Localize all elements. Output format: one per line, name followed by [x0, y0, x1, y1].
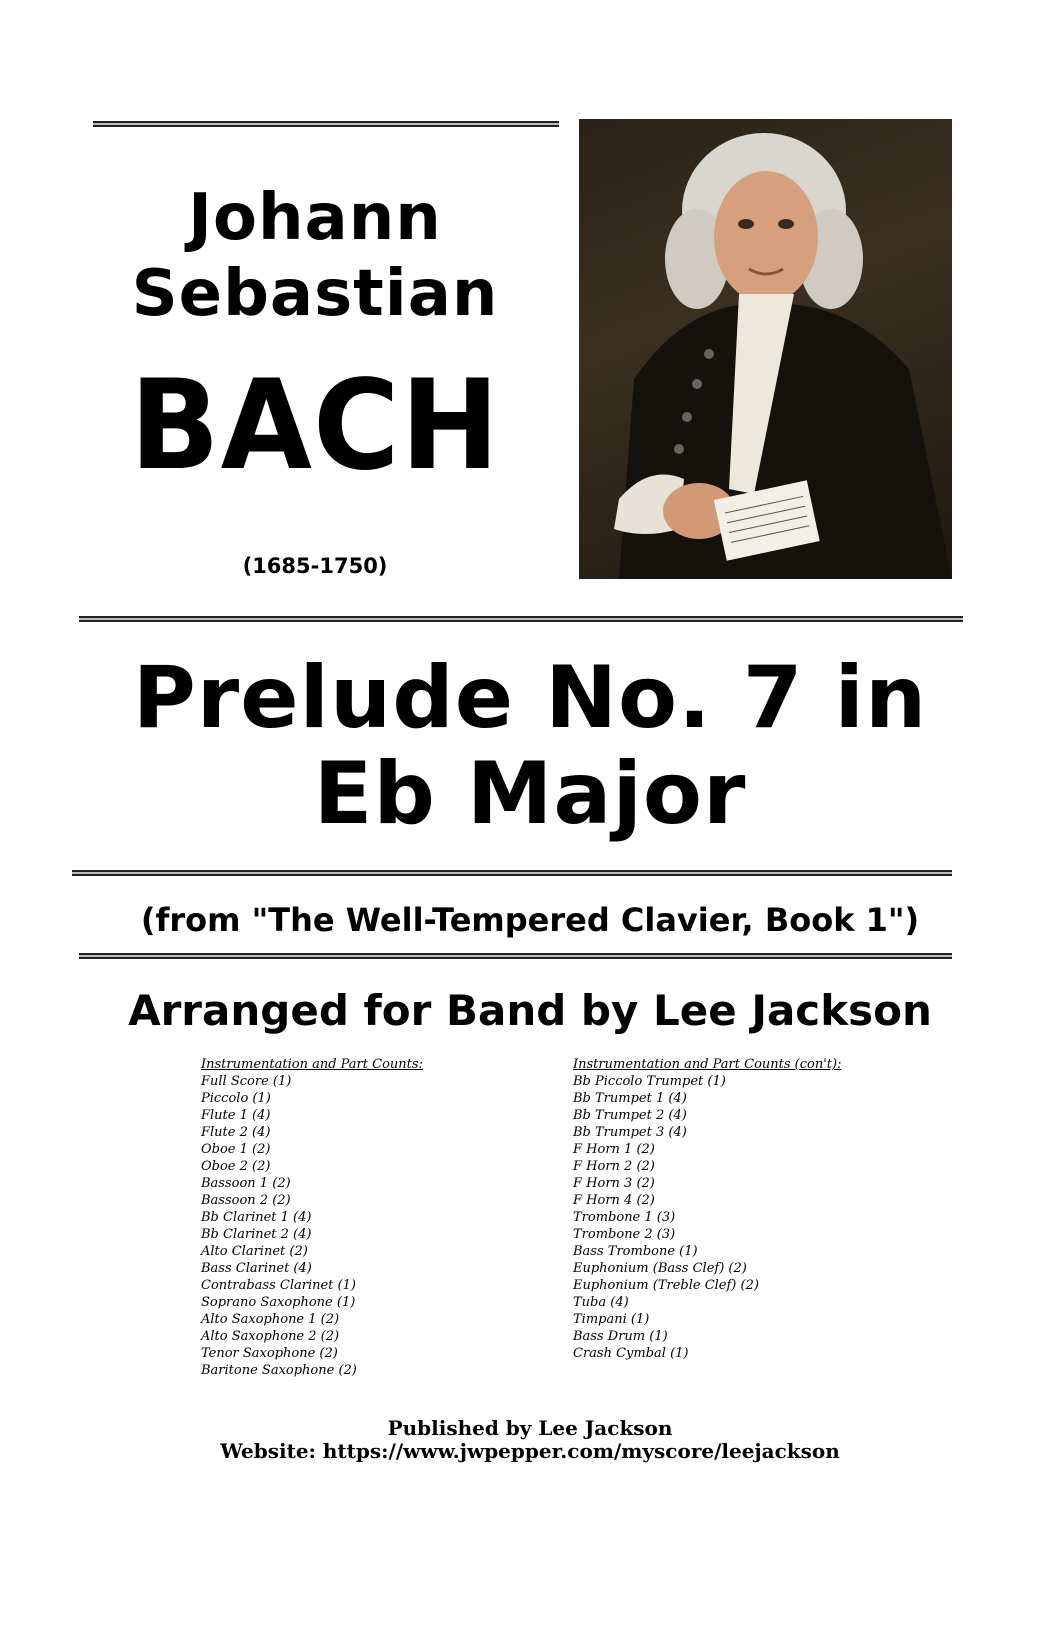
header-rule [79, 616, 963, 622]
instrument-part-item: Alto Saxophone 2 (2) [201, 1329, 340, 1344]
instrumentation-list-left [201, 1056, 423, 1379]
instrument-part-item: Oboe 1 (2) [201, 1142, 271, 1157]
instrument-part-item: Bb Piccolo Trumpet (1) [573, 1074, 726, 1089]
instrument-part-item: Flute 1 (4) [201, 1108, 271, 1123]
instrument-part-item: Baritone Saxophone (2) [201, 1363, 357, 1378]
instrumentation-items-right [573, 1073, 841, 1362]
instrument-part-item: F Horn 1 (2) [573, 1142, 655, 1157]
instrument-part-item: Bb Clarinet 2 (4) [201, 1227, 312, 1242]
composer-portrait [579, 119, 952, 579]
instrument-part-item: Timpani (1) [573, 1312, 650, 1327]
instrumentation-heading-cont: Instrumentation and Part Counts (con't): [573, 1057, 842, 1072]
instrumentation-items-left [201, 1073, 423, 1379]
instrument-part-item: Bb Trumpet 1 (4) [573, 1091, 687, 1106]
instrument-part-item: Bb Trumpet 3 (4) [573, 1125, 687, 1140]
instrument-part-item: Bb Trumpet 2 (4) [573, 1108, 687, 1123]
title-rule [72, 870, 952, 876]
instrument-part-item: Alto Clarinet (2) [201, 1244, 308, 1259]
instrument-part-item: Euphonium (Bass Clef) (2) [573, 1261, 747, 1276]
top-left-rule [93, 121, 559, 127]
instrument-part-item: F Horn 4 (2) [573, 1193, 655, 1208]
instrument-part-item: Bassoon 2 (2) [201, 1193, 291, 1208]
composer-middle-name: Sebastian [131, 257, 499, 331]
instrument-part-item: Trombone 1 (3) [573, 1210, 676, 1225]
piece-title-line1: Prelude No. 7 in [132, 648, 928, 748]
subtitle-rule [79, 953, 952, 959]
instrument-part-item: Bassoon 1 (2) [201, 1176, 291, 1191]
instrument-part-item: F Horn 2 (2) [573, 1159, 655, 1174]
arranger-credit: Arranged for Band by Lee Jackson [128, 986, 932, 1035]
instrument-part-item: Full Score (1) [201, 1074, 292, 1089]
instrument-part-item: F Horn 3 (2) [573, 1176, 655, 1191]
portrait-illustration [579, 119, 952, 579]
instrument-part-item: Tuba (4) [573, 1295, 629, 1310]
piece-title-line2: Eb Major [313, 744, 747, 844]
instrument-part-item: Bass Clarinet (4) [201, 1261, 312, 1276]
instrument-part-item: Alto Saxophone 1 (2) [201, 1312, 340, 1327]
instrument-part-item: Crash Cymbal (1) [573, 1346, 689, 1361]
piece-subtitle: (from "The Well-Tempered Clavier, Book 1") [140, 901, 920, 939]
instrument-part-item: Piccolo (1) [201, 1091, 271, 1106]
instrument-part-item: Tenor Saxophone (2) [201, 1346, 338, 1361]
piece-title [70, 650, 990, 842]
composer-first-name: Johann [188, 181, 442, 255]
instrument-part-item: Bass Drum (1) [573, 1329, 668, 1344]
instrument-part-item: Euphonium (Treble Clef) (2) [573, 1278, 759, 1293]
composer-dates: (1685-1750) [242, 554, 388, 578]
instrument-part-item: Trombone 2 (3) [573, 1227, 676, 1242]
composer-last-name: BACH [129, 352, 501, 498]
instrumentation-list-right [573, 1056, 841, 1362]
instrument-part-item: Oboe 2 (2) [201, 1159, 271, 1174]
publisher-website: Website: https://www.jwpepper.com/myscore/leejackson [220, 1439, 840, 1463]
composer-first-names [90, 180, 540, 332]
publisher-credit: Published by Lee Jackson [387, 1416, 673, 1440]
instrument-part-item: Bb Clarinet 1 (4) [201, 1210, 312, 1225]
instrument-part-item: Soprano Saxophone (1) [201, 1295, 356, 1310]
instrument-part-item: Flute 2 (4) [201, 1125, 271, 1140]
instrument-part-item: Contrabass Clarinet (1) [201, 1278, 356, 1293]
instrument-part-item: Bass Trombone (1) [573, 1244, 698, 1259]
instrumentation-heading: Instrumentation and Part Counts: [201, 1057, 423, 1072]
